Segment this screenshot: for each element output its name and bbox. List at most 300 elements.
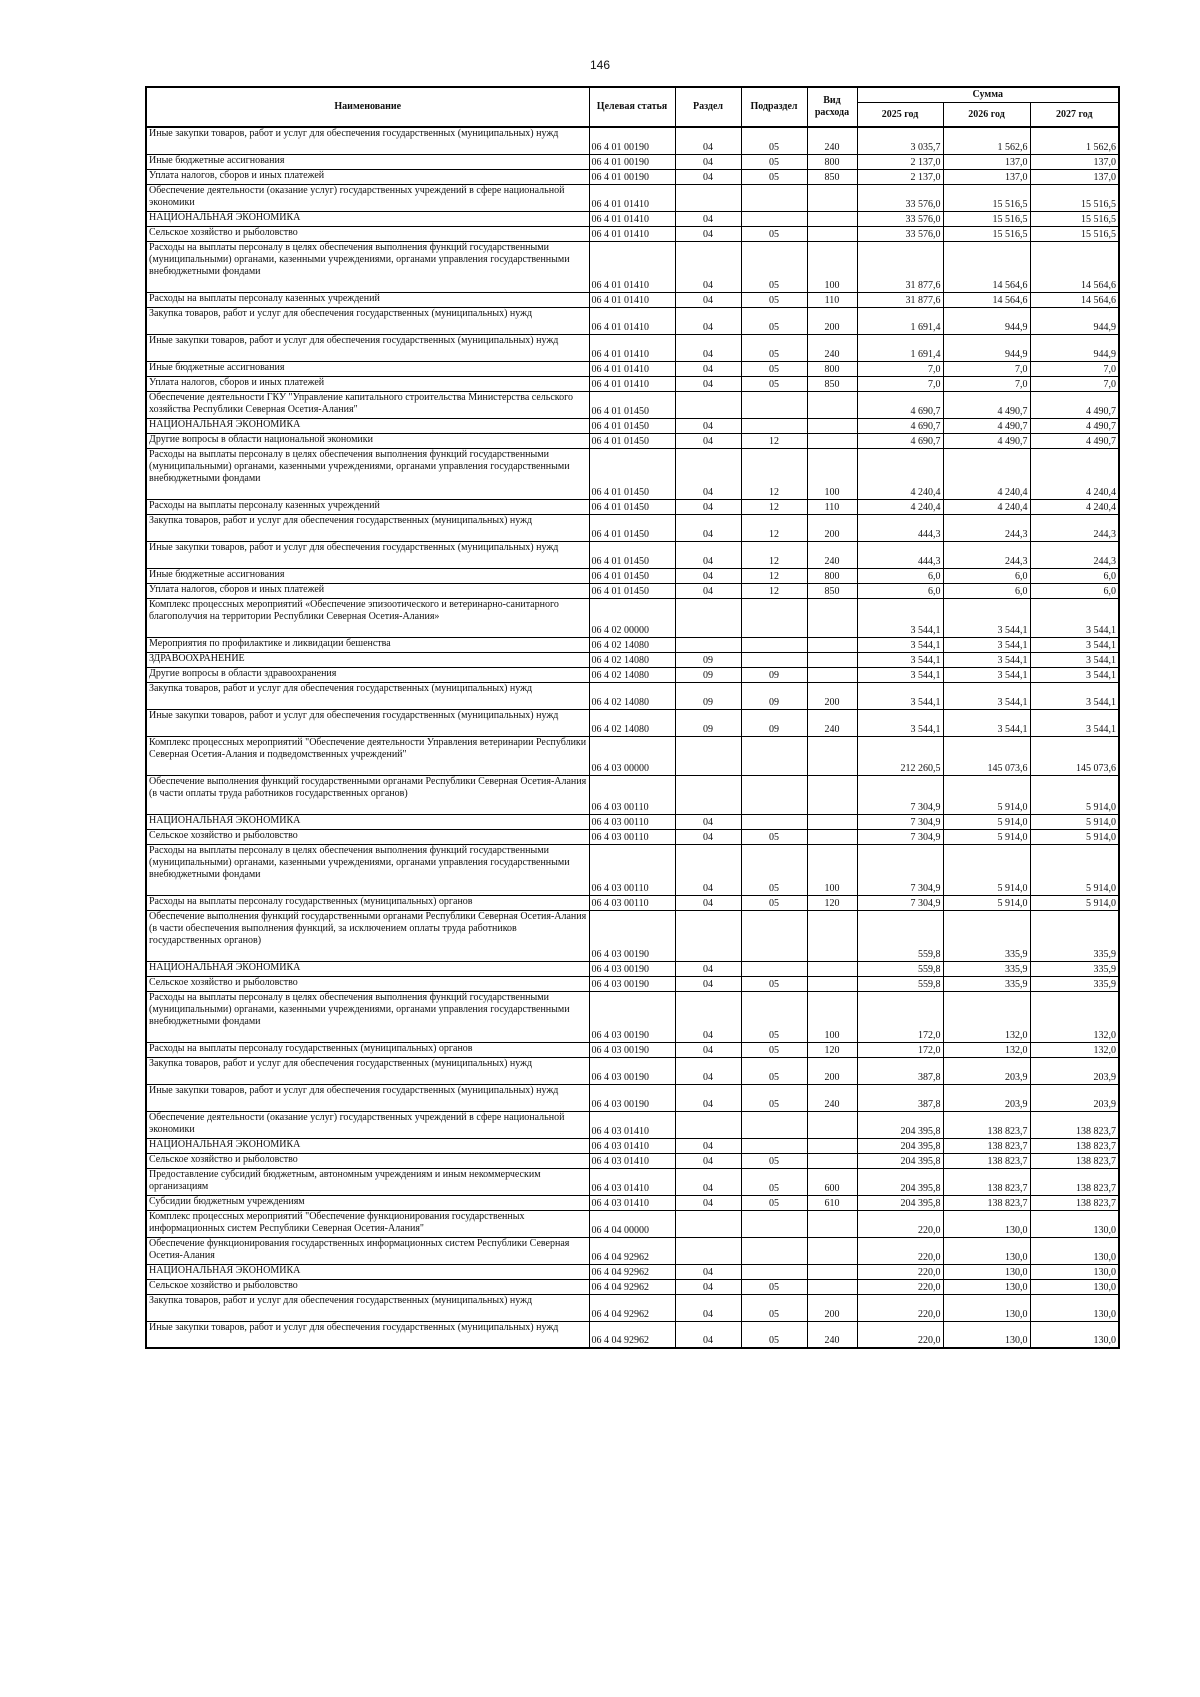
row-amount-2027: 1 562,6	[1030, 127, 1119, 154]
row-target-code: 06 4 03 01410	[589, 1138, 675, 1153]
row-expense-type	[807, 667, 857, 682]
table-row	[146, 154, 1119, 169]
row-name: Другие вопросы в области здравоохранения	[146, 667, 589, 682]
row-expense-type: 200	[807, 514, 857, 541]
row-amount-2025: 4 240,4	[857, 499, 943, 514]
row-name: НАЦИОНАЛЬНАЯ ЭКОНОМИКА	[146, 961, 589, 976]
row-amount-2027: 138 823,7	[1030, 1111, 1119, 1138]
row-amount-2026: 137,0	[943, 154, 1030, 169]
table-row	[146, 1321, 1119, 1348]
row-section: 04	[675, 1057, 741, 1084]
row-amount-2027: 130,0	[1030, 1279, 1119, 1294]
row-name: НАЦИОНАЛЬНАЯ ЭКОНОМИКА	[146, 814, 589, 829]
row-name: Расходы на выплаты персоналу в целях обеспечения выполнения функций государственными (муниципальными) органами, казенными учреждениями, органами управления государственными внебюджетными фондами	[146, 844, 589, 895]
row-amount-2026: 130,0	[943, 1264, 1030, 1279]
row-subsection: 05	[741, 895, 807, 910]
row-name: Обеспечение деятельности (оказание услуг) государственных учреждений в сфере национальной экономики	[146, 1111, 589, 1138]
row-amount-2025: 6,0	[857, 583, 943, 598]
table-row	[146, 583, 1119, 598]
table-row	[146, 211, 1119, 226]
row-expense-type	[807, 211, 857, 226]
row-amount-2026: 244,3	[943, 541, 1030, 568]
row-expense-type	[807, 1237, 857, 1264]
row-expense-type	[807, 1264, 857, 1279]
row-amount-2026: 244,3	[943, 514, 1030, 541]
row-subsection	[741, 184, 807, 211]
row-target-code: 06 4 01 00190	[589, 154, 675, 169]
row-section: 04	[675, 433, 741, 448]
row-amount-2026: 335,9	[943, 910, 1030, 961]
row-subsection	[741, 910, 807, 961]
row-expense-type	[807, 1153, 857, 1168]
row-subsection: 05	[741, 829, 807, 844]
row-section: 04	[675, 1195, 741, 1210]
row-amount-2026: 335,9	[943, 976, 1030, 991]
table-row	[146, 568, 1119, 583]
row-subsection	[741, 211, 807, 226]
row-target-code: 06 4 04 92962	[589, 1279, 675, 1294]
row-name: НАЦИОНАЛЬНАЯ ЭКОНОМИКА	[146, 211, 589, 226]
row-name: Расходы на выплаты персоналу казенных учреждений	[146, 292, 589, 307]
row-section	[675, 1210, 741, 1237]
row-amount-2025: 204 395,8	[857, 1153, 943, 1168]
table-row	[146, 1195, 1119, 1210]
row-amount-2026: 4 240,4	[943, 499, 1030, 514]
header-expense-type: Вид расхода	[807, 87, 857, 127]
row-target-code: 06 4 04 92962	[589, 1321, 675, 1348]
row-amount-2025: 1 691,4	[857, 307, 943, 334]
row-target-code: 06 4 04 92962	[589, 1294, 675, 1321]
row-section	[675, 598, 741, 637]
row-amount-2026: 130,0	[943, 1294, 1030, 1321]
row-name: Уплата налогов, сборов и иных платежей	[146, 169, 589, 184]
row-section	[675, 775, 741, 814]
table-row	[146, 184, 1119, 211]
row-amount-2025: 387,8	[857, 1057, 943, 1084]
row-subsection	[741, 736, 807, 775]
table-row	[146, 361, 1119, 376]
row-expense-type: 240	[807, 1084, 857, 1111]
row-amount-2025: 7 304,9	[857, 895, 943, 910]
row-name: Комплекс процессных мероприятий «Обеспечение эпизоотического и ветеринарно-санитарного благополучия на территории Республики Северная Осетия-Алания»	[146, 598, 589, 637]
row-amount-2027: 244,3	[1030, 514, 1119, 541]
row-target-code: 06 4 03 01410	[589, 1153, 675, 1168]
row-name: НАЦИОНАЛЬНАЯ ЭКОНОМИКА	[146, 418, 589, 433]
row-amount-2025: 220,0	[857, 1321, 943, 1348]
row-subsection: 05	[741, 292, 807, 307]
row-section: 09	[675, 709, 741, 736]
row-section	[675, 736, 741, 775]
row-name: Закупка товаров, работ и услуг для обеспечения государственных (муниципальных) нужд	[146, 514, 589, 541]
row-target-code: 06 4 01 00190	[589, 169, 675, 184]
row-subsection	[741, 1111, 807, 1138]
row-amount-2026: 14 564,6	[943, 292, 1030, 307]
row-amount-2027: 130,0	[1030, 1321, 1119, 1348]
row-target-code: 06 4 03 00190	[589, 961, 675, 976]
row-section: 04	[675, 1279, 741, 1294]
row-amount-2026: 3 544,1	[943, 709, 1030, 736]
row-amount-2027: 203,9	[1030, 1057, 1119, 1084]
row-subsection: 05	[741, 844, 807, 895]
row-name: Иные закупки товаров, работ и услуг для обеспечения государственных (муниципальных) нужд	[146, 1084, 589, 1111]
row-name: Уплата налогов, сборов и иных платежей	[146, 583, 589, 598]
row-subsection: 05	[741, 1279, 807, 1294]
row-amount-2026: 15 516,5	[943, 184, 1030, 211]
row-name: Предоставление субсидий бюджетным, автономным учреждениям и иным некоммерческим организациям	[146, 1168, 589, 1195]
row-amount-2026: 130,0	[943, 1321, 1030, 1348]
row-section: 04	[675, 376, 741, 391]
table-row	[146, 448, 1119, 499]
row-amount-2025: 172,0	[857, 991, 943, 1042]
row-section: 04	[675, 361, 741, 376]
row-target-code: 06 4 03 01410	[589, 1111, 675, 1138]
row-target-code: 06 4 03 00190	[589, 1057, 675, 1084]
table-row	[146, 1042, 1119, 1057]
row-amount-2025: 7 304,9	[857, 814, 943, 829]
table-row	[146, 1294, 1119, 1321]
row-name: Обеспечение функционирования государственных информационных систем Республики Северная Осетия-Алания	[146, 1237, 589, 1264]
row-section: 04	[675, 1168, 741, 1195]
row-amount-2027: 5 914,0	[1030, 775, 1119, 814]
row-amount-2025: 220,0	[857, 1279, 943, 1294]
table-row	[146, 667, 1119, 682]
row-amount-2026: 7,0	[943, 376, 1030, 391]
row-amount-2025: 3 544,1	[857, 598, 943, 637]
row-amount-2026: 5 914,0	[943, 844, 1030, 895]
row-subsection: 12	[741, 514, 807, 541]
row-section: 04	[675, 991, 741, 1042]
row-amount-2026: 130,0	[943, 1279, 1030, 1294]
table-body	[146, 127, 1119, 1348]
row-amount-2027: 5 914,0	[1030, 895, 1119, 910]
row-amount-2025: 7 304,9	[857, 775, 943, 814]
row-section: 04	[675, 844, 741, 895]
row-name: Расходы на выплаты персоналу в целях обеспечения выполнения функций государственными (муниципальными) органами, казенными учреждениями, органами управления государственными внебюджетными фондами	[146, 448, 589, 499]
row-expense-type: 610	[807, 1195, 857, 1210]
row-amount-2027: 15 516,5	[1030, 226, 1119, 241]
row-subsection	[741, 637, 807, 652]
row-section: 09	[675, 667, 741, 682]
row-amount-2026: 3 544,1	[943, 652, 1030, 667]
row-name: Сельское хозяйство и рыболовство	[146, 829, 589, 844]
row-section: 04	[675, 1138, 741, 1153]
table-row	[146, 334, 1119, 361]
row-expense-type	[807, 736, 857, 775]
row-subsection: 05	[741, 1195, 807, 1210]
table-row	[146, 895, 1119, 910]
row-amount-2026: 1 562,6	[943, 127, 1030, 154]
table-row	[146, 241, 1119, 292]
row-amount-2025: 204 395,8	[857, 1195, 943, 1210]
row-target-code: 06 4 03 00110	[589, 814, 675, 829]
row-target-code: 06 4 01 01450	[589, 418, 675, 433]
row-amount-2026: 4 490,7	[943, 418, 1030, 433]
table-row	[146, 991, 1119, 1042]
row-expense-type	[807, 814, 857, 829]
table-row	[146, 637, 1119, 652]
header-2027: 2027 год	[1030, 103, 1119, 128]
table-row	[146, 829, 1119, 844]
row-amount-2025: 559,8	[857, 976, 943, 991]
header-2026: 2026 год	[943, 103, 1030, 128]
row-expense-type: 240	[807, 334, 857, 361]
row-amount-2025: 204 395,8	[857, 1168, 943, 1195]
row-expense-type	[807, 226, 857, 241]
row-name: Обеспечение деятельности (оказание услуг) государственных учреждений в сфере национальной экономики	[146, 184, 589, 211]
row-amount-2026: 145 073,6	[943, 736, 1030, 775]
row-target-code: 06 4 01 01410	[589, 292, 675, 307]
row-subsection	[741, 652, 807, 667]
row-amount-2025: 3 544,1	[857, 637, 943, 652]
row-amount-2025: 33 576,0	[857, 211, 943, 226]
row-name: Иные бюджетные ассигнования	[146, 361, 589, 376]
row-expense-type	[807, 391, 857, 418]
row-expense-type	[807, 1138, 857, 1153]
row-amount-2026: 15 516,5	[943, 226, 1030, 241]
header-2025: 2025 год	[857, 103, 943, 128]
row-section: 04	[675, 814, 741, 829]
row-amount-2026: 5 914,0	[943, 895, 1030, 910]
row-name: Иные закупки товаров, работ и услуг для обеспечения государственных (муниципальных) нужд	[146, 127, 589, 154]
row-name: Иные бюджетные ассигнования	[146, 568, 589, 583]
row-amount-2025: 7 304,9	[857, 829, 943, 844]
row-name: Обеспечение выполнения функций государственными органами Республики Северная Осетия-Алания (в части обеспечения выполнения функций, за исключением оплаты труда работников государственных органов)	[146, 910, 589, 961]
row-expense-type: 240	[807, 1321, 857, 1348]
row-section: 04	[675, 154, 741, 169]
row-amount-2025: 2 137,0	[857, 169, 943, 184]
table-row	[146, 541, 1119, 568]
row-subsection: 05	[741, 1042, 807, 1057]
row-expense-type	[807, 1279, 857, 1294]
row-amount-2026: 5 914,0	[943, 775, 1030, 814]
row-amount-2026: 944,9	[943, 307, 1030, 334]
row-name: Иные закупки товаров, работ и услуг для обеспечения государственных (муниципальных) нужд	[146, 541, 589, 568]
row-amount-2027: 335,9	[1030, 910, 1119, 961]
row-amount-2027: 138 823,7	[1030, 1168, 1119, 1195]
row-expense-type	[807, 418, 857, 433]
row-amount-2027: 3 544,1	[1030, 637, 1119, 652]
row-amount-2026: 203,9	[943, 1057, 1030, 1084]
row-name: НАЦИОНАЛЬНАЯ ЭКОНОМИКА	[146, 1138, 589, 1153]
row-amount-2027: 335,9	[1030, 976, 1119, 991]
row-amount-2027: 15 516,5	[1030, 211, 1119, 226]
row-amount-2026: 4 490,7	[943, 433, 1030, 448]
row-section	[675, 910, 741, 961]
row-amount-2027: 6,0	[1030, 583, 1119, 598]
row-target-code: 06 4 01 01450	[589, 514, 675, 541]
row-target-code: 06 4 04 00000	[589, 1210, 675, 1237]
row-section: 04	[675, 292, 741, 307]
row-name: Сельское хозяйство и рыболовство	[146, 976, 589, 991]
row-amount-2027: 6,0	[1030, 568, 1119, 583]
row-expense-type: 120	[807, 895, 857, 910]
row-amount-2027: 3 544,1	[1030, 667, 1119, 682]
row-amount-2027: 132,0	[1030, 991, 1119, 1042]
row-subsection: 05	[741, 991, 807, 1042]
row-amount-2027: 944,9	[1030, 307, 1119, 334]
table-row	[146, 682, 1119, 709]
row-subsection: 05	[741, 334, 807, 361]
row-expense-type: 850	[807, 169, 857, 184]
row-amount-2025: 559,8	[857, 961, 943, 976]
row-amount-2027: 130,0	[1030, 1210, 1119, 1237]
row-target-code: 06 4 01 01410	[589, 184, 675, 211]
row-name: Другие вопросы в области национальной экономики	[146, 433, 589, 448]
table-row	[146, 844, 1119, 895]
row-amount-2027: 5 914,0	[1030, 844, 1119, 895]
row-amount-2027: 138 823,7	[1030, 1138, 1119, 1153]
row-amount-2026: 5 914,0	[943, 829, 1030, 844]
row-subsection: 12	[741, 583, 807, 598]
row-target-code: 06 4 01 01410	[589, 376, 675, 391]
row-amount-2026: 3 544,1	[943, 637, 1030, 652]
row-subsection	[741, 1237, 807, 1264]
row-amount-2026: 137,0	[943, 169, 1030, 184]
row-section: 04	[675, 961, 741, 976]
row-target-code: 06 4 03 00190	[589, 1042, 675, 1057]
row-amount-2025: 204 395,8	[857, 1138, 943, 1153]
row-expense-type	[807, 637, 857, 652]
row-name: Уплата налогов, сборов и иных платежей	[146, 376, 589, 391]
table-row	[146, 1084, 1119, 1111]
row-subsection	[741, 961, 807, 976]
row-section: 04	[675, 211, 741, 226]
row-amount-2027: 7,0	[1030, 361, 1119, 376]
row-target-code: 06 4 02 00000	[589, 598, 675, 637]
row-amount-2025: 31 877,6	[857, 241, 943, 292]
row-target-code: 06 4 03 00110	[589, 775, 675, 814]
table-row	[146, 775, 1119, 814]
row-section: 04	[675, 499, 741, 514]
row-expense-type: 100	[807, 241, 857, 292]
row-expense-type: 200	[807, 1294, 857, 1321]
row-subsection: 05	[741, 976, 807, 991]
row-expense-type	[807, 598, 857, 637]
table-row	[146, 814, 1119, 829]
row-target-code: 06 4 03 00110	[589, 844, 675, 895]
row-target-code: 06 4 01 00190	[589, 127, 675, 154]
row-amount-2026: 6,0	[943, 583, 1030, 598]
row-amount-2026: 6,0	[943, 568, 1030, 583]
row-amount-2025: 4 690,7	[857, 391, 943, 418]
row-amount-2025: 559,8	[857, 910, 943, 961]
row-expense-type: 110	[807, 499, 857, 514]
table-row	[146, 961, 1119, 976]
row-amount-2027: 130,0	[1030, 1264, 1119, 1279]
row-amount-2025: 204 395,8	[857, 1111, 943, 1138]
row-amount-2025: 444,3	[857, 541, 943, 568]
row-amount-2025: 31 877,6	[857, 292, 943, 307]
row-target-code: 06 4 02 14080	[589, 682, 675, 709]
row-amount-2027: 5 914,0	[1030, 829, 1119, 844]
row-target-code: 06 4 03 00110	[589, 895, 675, 910]
row-expense-type: 100	[807, 448, 857, 499]
row-name: Расходы на выплаты персоналу казенных учреждений	[146, 499, 589, 514]
row-expense-type	[807, 433, 857, 448]
row-section	[675, 391, 741, 418]
row-expense-type: 240	[807, 541, 857, 568]
budget-table	[145, 86, 1120, 1349]
row-target-code: 06 4 02 14080	[589, 709, 675, 736]
row-amount-2027: 244,3	[1030, 541, 1119, 568]
table-row	[146, 1279, 1119, 1294]
row-amount-2025: 3 544,1	[857, 667, 943, 682]
row-section: 04	[675, 169, 741, 184]
table-row	[146, 1138, 1119, 1153]
row-name: Иные закупки товаров, работ и услуг для обеспечения государственных (муниципальных) нужд	[146, 1321, 589, 1348]
row-amount-2025: 33 576,0	[857, 184, 943, 211]
row-expense-type: 850	[807, 376, 857, 391]
row-target-code: 06 4 04 92962	[589, 1264, 675, 1279]
row-amount-2026: 203,9	[943, 1084, 1030, 1111]
row-name: Иные закупки товаров, работ и услуг для обеспечения государственных (муниципальных) нужд	[146, 709, 589, 736]
row-amount-2027: 5 914,0	[1030, 814, 1119, 829]
row-target-code: 06 4 01 01450	[589, 499, 675, 514]
row-name: Комплекс процессных мероприятий "Обеспечение функционирования государственных информационных систем Республики Северная Осетия-Алания"	[146, 1210, 589, 1237]
row-amount-2027: 130,0	[1030, 1294, 1119, 1321]
row-subsection	[741, 814, 807, 829]
row-target-code: 06 4 02 14080	[589, 637, 675, 652]
table-row	[146, 376, 1119, 391]
row-name: Мероприятия по профилактике и ликвидации бешенства	[146, 637, 589, 652]
row-expense-type: 800	[807, 154, 857, 169]
row-amount-2025: 3 544,1	[857, 682, 943, 709]
row-subsection: 05	[741, 1168, 807, 1195]
table-row	[146, 127, 1119, 154]
table-row	[146, 499, 1119, 514]
row-amount-2026: 944,9	[943, 334, 1030, 361]
table-row	[146, 1057, 1119, 1084]
row-expense-type	[807, 184, 857, 211]
row-amount-2026: 15 516,5	[943, 211, 1030, 226]
header-subsection: Подраздел	[741, 87, 807, 127]
row-expense-type	[807, 829, 857, 844]
table-row	[146, 1168, 1119, 1195]
row-name: Закупка товаров, работ и услуг для обеспечения государственных (муниципальных) нужд	[146, 1294, 589, 1321]
row-target-code: 06 4 04 92962	[589, 1237, 675, 1264]
row-subsection: 09	[741, 682, 807, 709]
row-amount-2025: 444,3	[857, 514, 943, 541]
row-amount-2026: 14 564,6	[943, 241, 1030, 292]
row-target-code: 06 4 03 01410	[589, 1195, 675, 1210]
row-target-code: 06 4 01 01450	[589, 583, 675, 598]
row-subsection	[741, 598, 807, 637]
row-amount-2027: 15 516,5	[1030, 184, 1119, 211]
row-amount-2026: 132,0	[943, 991, 1030, 1042]
row-amount-2025: 33 576,0	[857, 226, 943, 241]
row-section: 04	[675, 127, 741, 154]
row-amount-2026: 138 823,7	[943, 1168, 1030, 1195]
row-amount-2026: 138 823,7	[943, 1195, 1030, 1210]
row-target-code: 06 4 01 01410	[589, 211, 675, 226]
row-target-code: 06 4 01 01450	[589, 541, 675, 568]
table-row	[146, 433, 1119, 448]
row-target-code: 06 4 01 01410	[589, 226, 675, 241]
row-amount-2025: 212 260,5	[857, 736, 943, 775]
row-amount-2026: 3 544,1	[943, 682, 1030, 709]
table-row	[146, 292, 1119, 307]
row-amount-2026: 3 544,1	[943, 598, 1030, 637]
row-amount-2027: 4 490,7	[1030, 418, 1119, 433]
row-subsection: 12	[741, 568, 807, 583]
row-subsection: 05	[741, 154, 807, 169]
row-amount-2026: 335,9	[943, 961, 1030, 976]
row-amount-2026: 130,0	[943, 1237, 1030, 1264]
row-name: НАЦИОНАЛЬНАЯ ЭКОНОМИКА	[146, 1264, 589, 1279]
row-section: 04	[675, 1042, 741, 1057]
table-row	[146, 226, 1119, 241]
row-amount-2027: 335,9	[1030, 961, 1119, 976]
